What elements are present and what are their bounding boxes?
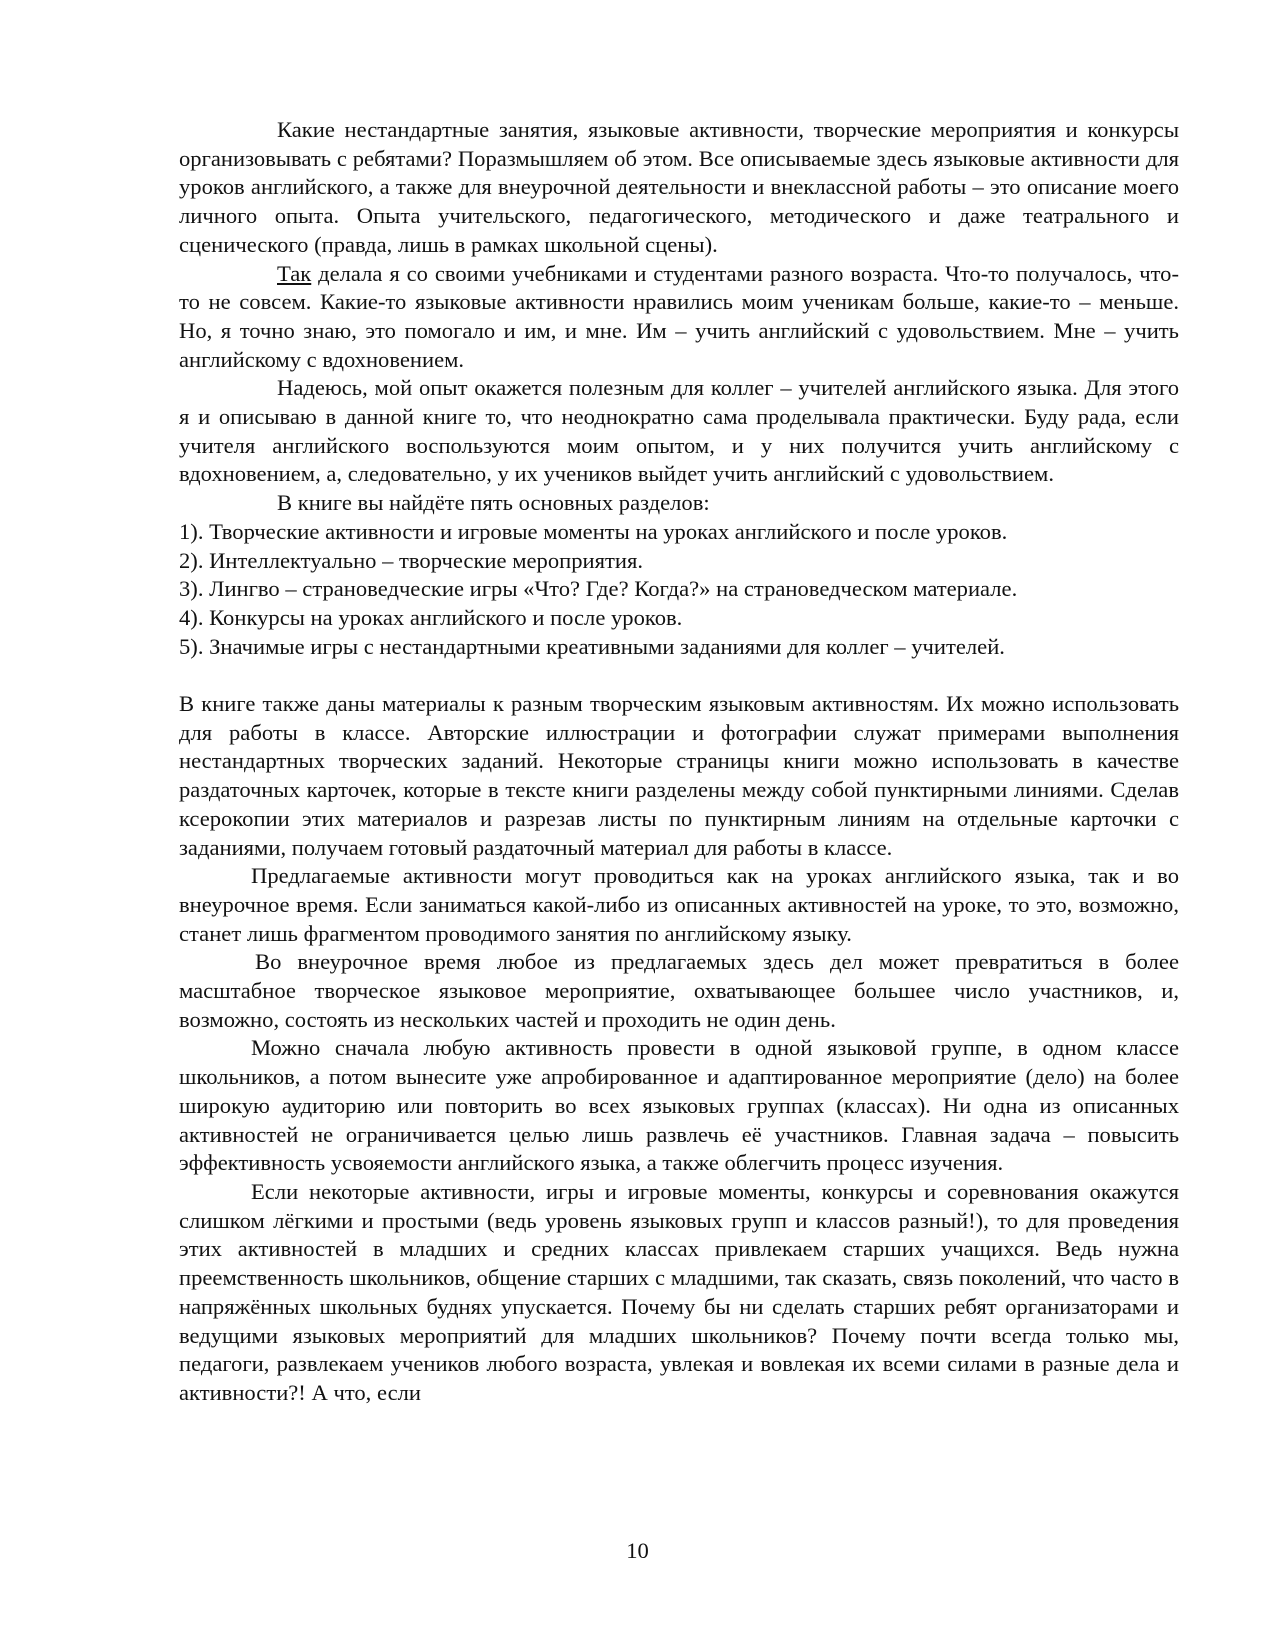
section-list-item: 3). Лингво – страноведческие игры «Что? Где? Когда?» на страноведческом материале. [179, 576, 1018, 602]
paragraph-materials: В книге также даны материалы к разным творческим языковым активностям. Их можно использовать для работы в классе. Авторские иллюстрации и фотографии служат примерами выполнения нестандартных творческих заданий. Некоторые страницы книги можно использовать в качестве раздаточных карточек, которые в тексте книги разделены между собой пунктирными линиями. Сделав ксерокопии этих материалов и разрезав листы по пунктирным линиям на отдельные карточки с заданиями, получаем готовый раздаточный материал для работы в классе. [179, 691, 1179, 860]
paragraph-extracurricular: Во внеурочное время любое из предлагаемых здесь дел может превратиться в более масштабное творческое языковое мероприятие, охватывающее большее число участников, и, возможно, состоять из нескольких частей и проходить не один день. [179, 949, 1179, 1032]
body-text [179, 116, 1179, 1408]
paragraph-experience-text: делала я со своими учебниками и студентами разного возраста. Что-то получалось, что-то не совсем. Какие-то языковые активности нравились моим ученикам больше, какие-то – меньше. Но, я точно знаю, это помогало и им, и мне. Им – учить английский с удовольствием. Мне – учить английскому с вдохновением. [179, 260, 1179, 372]
blank-line [179, 661, 1179, 690]
page-number: 10 [626, 1538, 649, 1563]
underlined-word: Так [277, 260, 312, 286]
section-list-item: 5). Значимые игры с нестандартными креативными заданиями для коллег – учителей. [179, 633, 1005, 659]
paragraph-hope: Надеюсь, мой опыт окажется полезным для коллег – учителей английского языка. Для этого я и описываю в данной книге то, что неоднократно сама проделывала практически. Буду рада, если учителя английского воспользуются моим опытом, и у них получится учить английскому с вдохновением, а, следовательно, у их учеников выйдет учить английский с удовольствием. [179, 375, 1179, 487]
paragraph-experience [179, 260, 1179, 375]
paragraph-intro: Какие нестандартные занятия, языковые активности, творческие мероприятия и конкурсы организовывать с ребятами? Поразмышляем об этом. Все описываемые здесь языковые активности для уроков английского, а также для внеурочной деятельности и внеклассной работы – это описание моего личного опыта. Опыта учительского, педагогического, методического и даже театрального и сценического (правда, лишь в рамках школьной сцены). [179, 117, 1179, 257]
paragraph-older-students: Если некоторые активности, игры и игровые моменты, конкурсы и соревнования окажутся слишком лёгкими и простыми (ведь уровень языковых групп и классов разный!), то для проведения этих активностей в младших и средних классах привлекаем старших учащихся. Ведь нужна преемственность школьников, общение старших с младшими, так сказать, связь поколений, что часто в напряжённых школьных буднях упускается. Почему бы ни сделать старших ребят организаторами и ведущими языковых мероприятий для младших школьников? Почему почти всегда только мы, педагоги, развлекаем учеников любого возраста, увлекая и вовлекая их всеми силами в разные дела и активности?! А что, если [179, 1179, 1179, 1405]
paragraph-activities: Предлагаемые активности могут проводиться как на уроках английского языка, так и во внеурочное время. Если заниматься какой-либо из описанных активностей на уроке, то это, возможно, станет лишь фрагментом проводимого занятия по английскому языку. [179, 863, 1179, 946]
section-list-item: 1). Творческие активности и игровые моменты на уроках английского и после уроков. [179, 518, 1008, 544]
paragraph-groups: Можно сначала любую активность провести в одной языковой группе, в одном классе школьников, а потом вынесите уже апробированное и адаптированное мероприятие (дело) на более широкую аудиторию или повторить во всех языковых группах (классах). Ни одна из описанных активностей не ограничивается целью лишь развлечь её участников. Главная задача – повысить эффективность усвояемости английского языка, а также облегчить процесс изучения. [179, 1035, 1179, 1176]
paragraph-sections-intro: В книге вы найдёте пять основных разделов: [277, 490, 710, 516]
section-list-item: 2). Интеллектуально – творческие мероприятия. [179, 547, 643, 573]
section-list-item: 4). Конкурсы на уроках английского и после уроков. [179, 604, 683, 630]
